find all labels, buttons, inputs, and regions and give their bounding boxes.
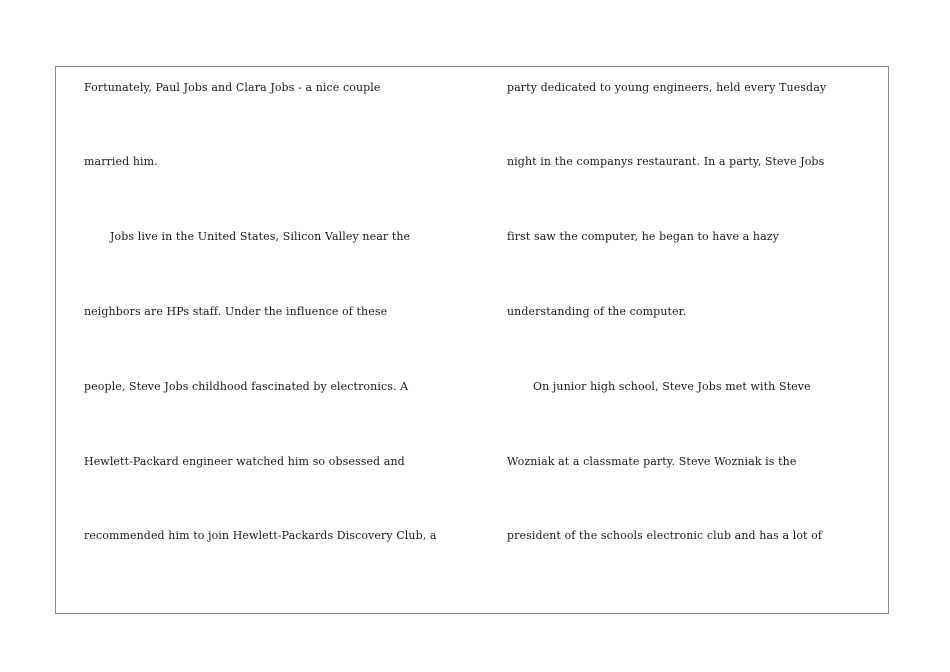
text-line: party dedicated to young engineers, held every Tuesday [507,81,827,94]
text-line: first saw the computer, he began to have a hazy [507,230,779,243]
text-line: On junior high school, Steve Jobs met with Steve [533,380,811,393]
text-line: Wozniak at a classmate party. Steve Wozniak is the [507,455,797,468]
text-line: neighbors are HPs staff. Under the influence of these [84,305,388,318]
text-line: people, Steve Jobs childhood fascinated by electronics. A [84,380,409,393]
text-line: Hewlett-Packard engineer watched him so obsessed and [84,455,405,468]
text-line: night in the companys restaurant. In a party, Steve Jobs [507,155,825,168]
text-line: recommended him to join Hewlett-Packards Discovery Club, a [84,529,437,542]
text-line: president of the schools electronic club and has a lot of [507,529,823,542]
text-line: married him. [84,155,158,168]
text-line: Jobs live in the United States, Silicon Valley near the [110,230,411,243]
text-line: Fortunately, Paul Jobs and Clara Jobs - a nice couple [84,81,381,94]
text-line: understanding of the computer. [507,305,687,318]
document-page [55,66,889,614]
